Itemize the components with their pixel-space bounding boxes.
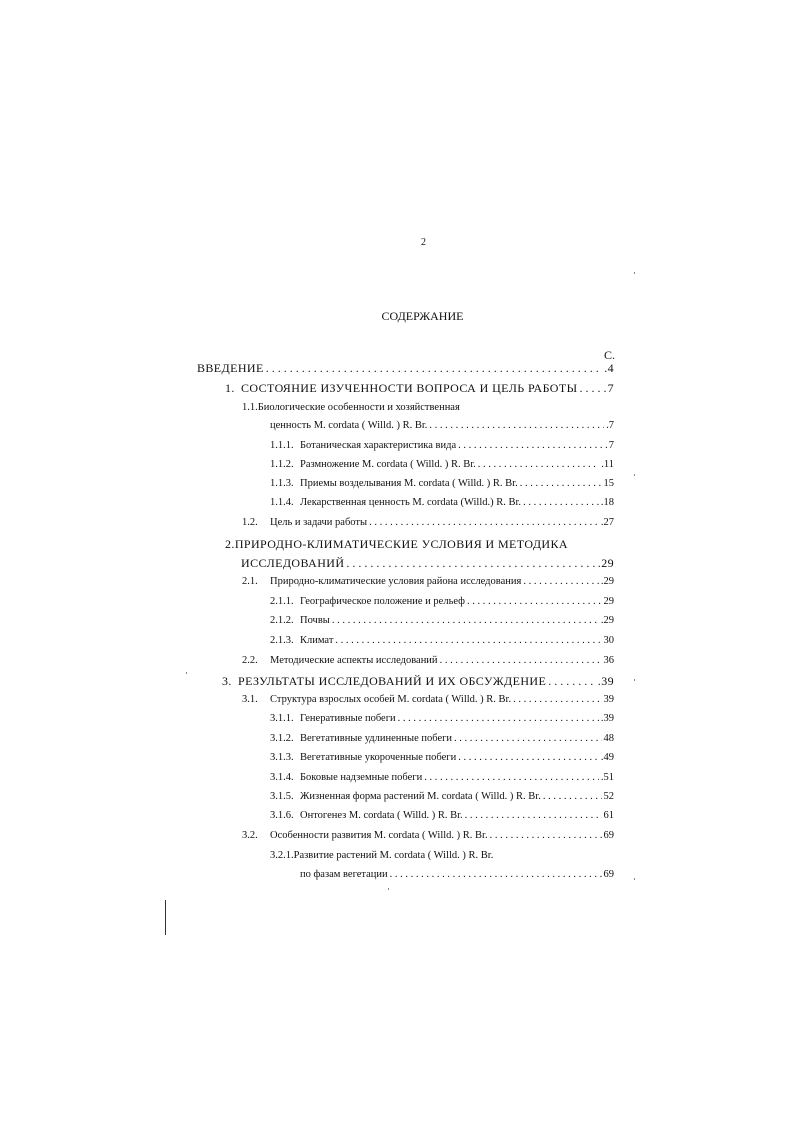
- toc-leader: [579, 381, 605, 396]
- toc-text: ИССЛЕДОВАНИЙ: [241, 556, 345, 570]
- scan-speck: [634, 474, 635, 476]
- toc-page: 39: [603, 694, 614, 705]
- toc-leader: [523, 497, 599, 508]
- toc-page: .18: [600, 497, 614, 508]
- toc-leader: [266, 361, 602, 376]
- toc-entry-3: [222, 674, 614, 689]
- toc-entry-intro: [197, 361, 614, 376]
- scan-speck: [634, 679, 635, 681]
- toc-text: Методические аспекты исследований: [270, 655, 438, 666]
- toc-page: .51: [600, 772, 614, 783]
- scan-speck: [388, 888, 389, 890]
- toc-leader: [424, 772, 599, 783]
- toc-num: 3.2.1.: [270, 850, 294, 861]
- toc-text: Вегетативные укороченные побеги: [300, 752, 457, 763]
- toc-entry-3-1-6: [270, 810, 614, 825]
- toc-text: Лекарственная ценность M. cordata (Willd.) R. Br.: [300, 497, 522, 508]
- toc-entry-3-1-4: [270, 772, 614, 787]
- toc-leader: [548, 674, 596, 689]
- toc-num: 1.2.: [242, 517, 258, 528]
- toc-num: 2.1.2.: [270, 615, 294, 626]
- toc-leader: [523, 576, 599, 587]
- toc-text: ПРИРОДНО-КЛИМАТИЧЕСКИЕ УСЛОВИЯ И МЕТОДИКА: [234, 537, 568, 551]
- toc-text: Развитие растений M. cordata ( Willd. ) R. Br.: [293, 850, 494, 861]
- toc-page: 61: [603, 810, 614, 821]
- toc-leader: [335, 635, 601, 646]
- page-number: 2: [421, 237, 426, 248]
- scan-speck: [634, 878, 635, 880]
- toc-text: Особенности развития M. cordata ( Willd. ) R. Br.: [270, 830, 488, 841]
- toc-page: 15: [603, 478, 614, 489]
- toc-page: 48: [603, 733, 614, 744]
- toc-num: 1.1.3.: [270, 478, 294, 489]
- toc-page: 69: [603, 830, 614, 841]
- toc-leader: [398, 713, 599, 724]
- toc-page: 7: [608, 440, 614, 451]
- toc-entry-3-2-1-cont: [300, 869, 614, 884]
- toc-num: 3.1.6.: [270, 810, 294, 821]
- toc-text: ВВЕДЕНИЕ: [197, 361, 264, 375]
- toc-entry-2-1-3: [270, 635, 614, 650]
- toc-text: Размножение M. cordata ( Willd. ) R. Br.: [300, 459, 476, 470]
- toc-entry-1-1: [242, 402, 460, 413]
- toc-text: Почвы: [300, 615, 330, 626]
- toc-entry-3-1: [242, 694, 614, 709]
- toc-entry-2-2: [242, 655, 614, 670]
- toc-entry-3-1-3: [270, 752, 614, 767]
- page-column-label: С.: [604, 348, 616, 362]
- toc-num: 1.: [225, 381, 235, 395]
- toc-page: .49: [600, 752, 614, 763]
- toc-text: Структура взрослых особей M. cordata ( Willd. ) R. Br.: [270, 694, 512, 705]
- toc-entry-3-1-2: [270, 733, 614, 748]
- toc-leader: [490, 830, 602, 841]
- toc-entry-1-2: [242, 517, 614, 532]
- toc-text: Ботаническая характеристика вида: [300, 440, 457, 451]
- toc-num: 2.1.1.: [270, 596, 294, 607]
- toc-entry-3-2-1: [270, 850, 493, 861]
- toc-text: Географическое положение и рельеф: [300, 596, 465, 607]
- toc-page: 36: [603, 655, 614, 666]
- toc-num: 2.: [225, 537, 235, 551]
- toc-leader: [440, 655, 602, 666]
- toc-entry-1: [225, 381, 614, 396]
- toc-num: 2.2.: [242, 655, 258, 666]
- toc-leader: [429, 420, 604, 431]
- toc-num: 1.1.: [242, 402, 258, 413]
- toc-text: Цель и задачи работы: [270, 517, 368, 528]
- toc-text: Приемы возделывания M. cordata ( Willd. ) R. Br.: [300, 478, 518, 489]
- toc-leader: [332, 615, 599, 626]
- toc-leader: [346, 556, 595, 571]
- toc-num: 1.1.2.: [270, 459, 294, 470]
- toc-leader: [478, 459, 599, 470]
- toc-entry-3-1-1: [270, 713, 614, 728]
- toc-num: 3.1.4.: [270, 772, 294, 783]
- scan-speck: [186, 672, 187, 674]
- toc-leader: [513, 694, 601, 705]
- toc-page: .29: [600, 576, 614, 587]
- toc-text: Жизненная форма растений M. cordata ( Willd. ) R. Br.: [300, 791, 541, 802]
- toc-text: Климат: [300, 635, 334, 646]
- toc-num: 3.1.2.: [270, 733, 294, 744]
- toc-entry-1-1-1: [270, 440, 614, 455]
- toc-leader: [458, 440, 607, 451]
- toc-num: 3.1.1.: [270, 713, 294, 724]
- toc-page: .29: [600, 615, 614, 626]
- toc-num: 3.2.: [242, 830, 258, 841]
- toc-num: 3.1.: [242, 694, 258, 705]
- toc-text: по фазам вегетации: [300, 869, 388, 880]
- toc-entry-2-1-1: [270, 596, 614, 611]
- toc-num: 2.1.3.: [270, 635, 294, 646]
- toc-text: СОСТОЯНИЕ ИЗУЧЕННОСТИ ВОПРОСА И ЦЕЛЬ РАБОТЫ: [241, 381, 578, 395]
- toc-text: Биологические особенности и хозяйственная: [257, 402, 460, 413]
- toc-text: ценность M. cordata ( Willd. ) R. Br.: [270, 420, 428, 431]
- toc-num: 1.1.1.: [270, 440, 294, 451]
- toc-page: .11: [601, 459, 614, 470]
- toc-page: .29: [597, 556, 614, 570]
- page-title: СОДЕРЖАНИЕ: [381, 309, 464, 323]
- toc-page: .27: [600, 517, 614, 528]
- scan-margin-line: [165, 900, 166, 935]
- toc-leader: [520, 478, 602, 489]
- toc-num: 3.1.5.: [270, 791, 294, 802]
- toc-entry-3-2: [242, 830, 614, 845]
- toc-text: Боковые надземные побеги: [300, 772, 423, 783]
- toc-leader: [465, 810, 602, 821]
- toc-leader: [390, 869, 602, 880]
- toc-entry-1-1-cont: [270, 420, 614, 435]
- scan-speck: [634, 272, 635, 274]
- toc-page: 69: [603, 869, 614, 880]
- toc-leader: [454, 733, 601, 744]
- toc-page: .7: [606, 420, 614, 431]
- toc-text: Вегетативные удлиненные побеги: [300, 733, 453, 744]
- toc-leader: [458, 752, 599, 763]
- toc-leader: [467, 596, 602, 607]
- toc-page: 30: [603, 635, 614, 646]
- toc-num: 3.1.3.: [270, 752, 294, 763]
- toc-page: .39: [597, 674, 614, 688]
- toc-entry-1-1-4: [270, 497, 614, 512]
- toc-text: Природно-климатические условия района исследования: [270, 576, 522, 587]
- toc-page: 29: [603, 596, 614, 607]
- toc-leader: [369, 517, 599, 528]
- toc-page: 7: [607, 381, 614, 395]
- toc-entry-1-1-2: [270, 459, 614, 474]
- toc-entry-2-1: [242, 576, 614, 591]
- toc-num: 1.1.4.: [270, 497, 294, 508]
- toc-page: .4: [604, 361, 614, 375]
- toc-leader: [543, 791, 602, 802]
- toc-entry-1-1-3: [270, 478, 614, 493]
- toc-entry-2: [225, 537, 568, 552]
- toc-page: .39: [600, 713, 614, 724]
- toc-num: 3.: [222, 674, 232, 688]
- toc-entry-2-1-2: [270, 615, 614, 630]
- toc-entry-2-cont: [241, 556, 614, 571]
- toc-text: Онтогенез M. cordata ( Willd. ) R. Br.: [300, 810, 463, 821]
- toc-text: Генеративные побеги: [300, 713, 396, 724]
- toc-text: РЕЗУЛЬТАТЫ ИССЛЕДОВАНИЙ И ИХ ОБСУЖДЕНИЕ: [238, 674, 547, 688]
- toc-num: 2.1.: [242, 576, 258, 587]
- toc-entry-3-1-5: [270, 791, 614, 806]
- toc-page: 52: [603, 791, 614, 802]
